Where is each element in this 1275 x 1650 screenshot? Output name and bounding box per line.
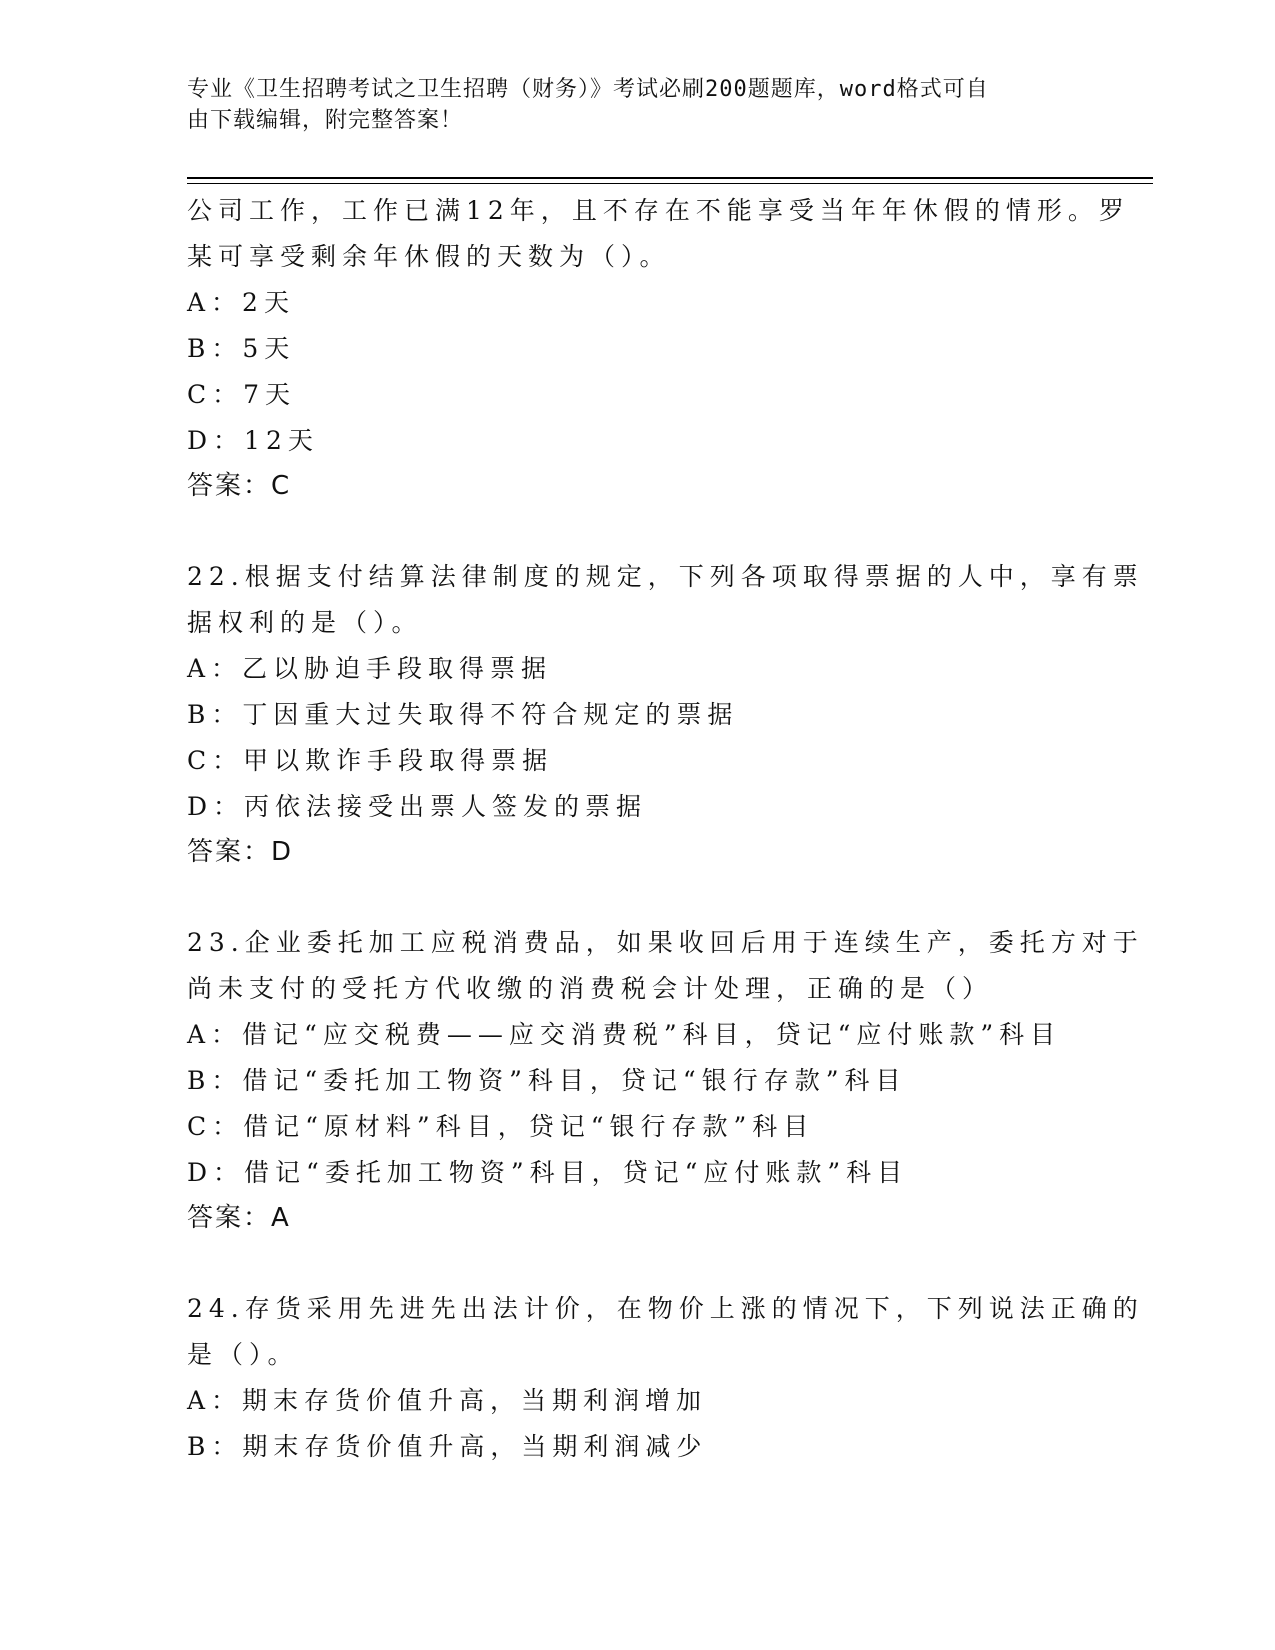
question-text: 22.根据支付结算法律制度的规定，下列各项取得票据的人中，享有票 <box>187 562 1144 591</box>
option-a: A：期末存货价值升高，当期利润增加 <box>187 1386 708 1415</box>
option-a: A：2天 <box>187 288 295 317</box>
option-b: B：借记“委托加工物资”科目，贷记“银行存款”科目 <box>187 1066 907 1095</box>
option-b: B：5天 <box>187 334 296 363</box>
option-b: B：丁因重大过失取得不符合规定的票据 <box>187 700 739 729</box>
question-text: 某可享受剩余年休假的天数为（）。 <box>187 242 671 271</box>
question-list <box>187 188 1144 1470</box>
answer: 答案：D <box>187 837 294 867</box>
question-text: 24.存货采用先进先出法计价，在物价上涨的情况下，下列说法正确的 <box>187 1294 1144 1323</box>
option-c: C：甲以欺诈手段取得票据 <box>187 746 554 775</box>
document-header <box>187 74 1067 136</box>
question-text: 是（）。 <box>187 1340 299 1369</box>
option-d: D：12天 <box>187 426 319 455</box>
question-text: 公司工作，工作已满12年，且不存在不能享受当年年休假的情形。罗 <box>187 196 1130 225</box>
option-a: A：乙以胁迫手段取得票据 <box>187 654 553 683</box>
answer: 答案：A <box>187 1203 291 1233</box>
header-divider-thick <box>187 177 1153 179</box>
option-c: C：借记“原材料”科目，贷记“银行存款”科目 <box>187 1112 815 1141</box>
question-24 <box>187 1286 1144 1470</box>
option-d: D：丙依法接受出票人签发的票据 <box>187 792 648 821</box>
option-c: C：7天 <box>187 380 297 409</box>
question-23 <box>187 920 1144 1240</box>
question-gap <box>187 508 1087 554</box>
question-text: 据权利的是（）。 <box>187 608 423 637</box>
question-gap <box>187 1240 1087 1286</box>
question-21 <box>187 188 1130 508</box>
answer: 答案：C <box>187 471 292 501</box>
option-d: D：借记“委托加工物资”科目，贷记“应付账款”科目 <box>187 1158 909 1187</box>
question-text: 23.企业委托加工应税消费品，如果收回后用于连续生产，委托方对于 <box>187 928 1144 957</box>
question-gap <box>187 874 1087 920</box>
header-line-2: 由下载编辑，附完整答案！ <box>187 108 464 133</box>
question-text: 尚未支付的受托方代收缴的消费税会计处理，正确的是（） <box>187 974 994 1003</box>
header-line-1: 专业《卫生招聘考试之卫生招聘（财务）》考试必刷200题题库，word格式可自 <box>187 77 989 102</box>
option-a: A：借记“应交税费——应交消费税”科目，贷记“应付账款”科目 <box>187 1020 1062 1049</box>
option-b: B：期末存货价值升高，当期利润减少 <box>187 1432 708 1461</box>
question-22 <box>187 554 1144 874</box>
header-divider-thin <box>187 183 1153 184</box>
